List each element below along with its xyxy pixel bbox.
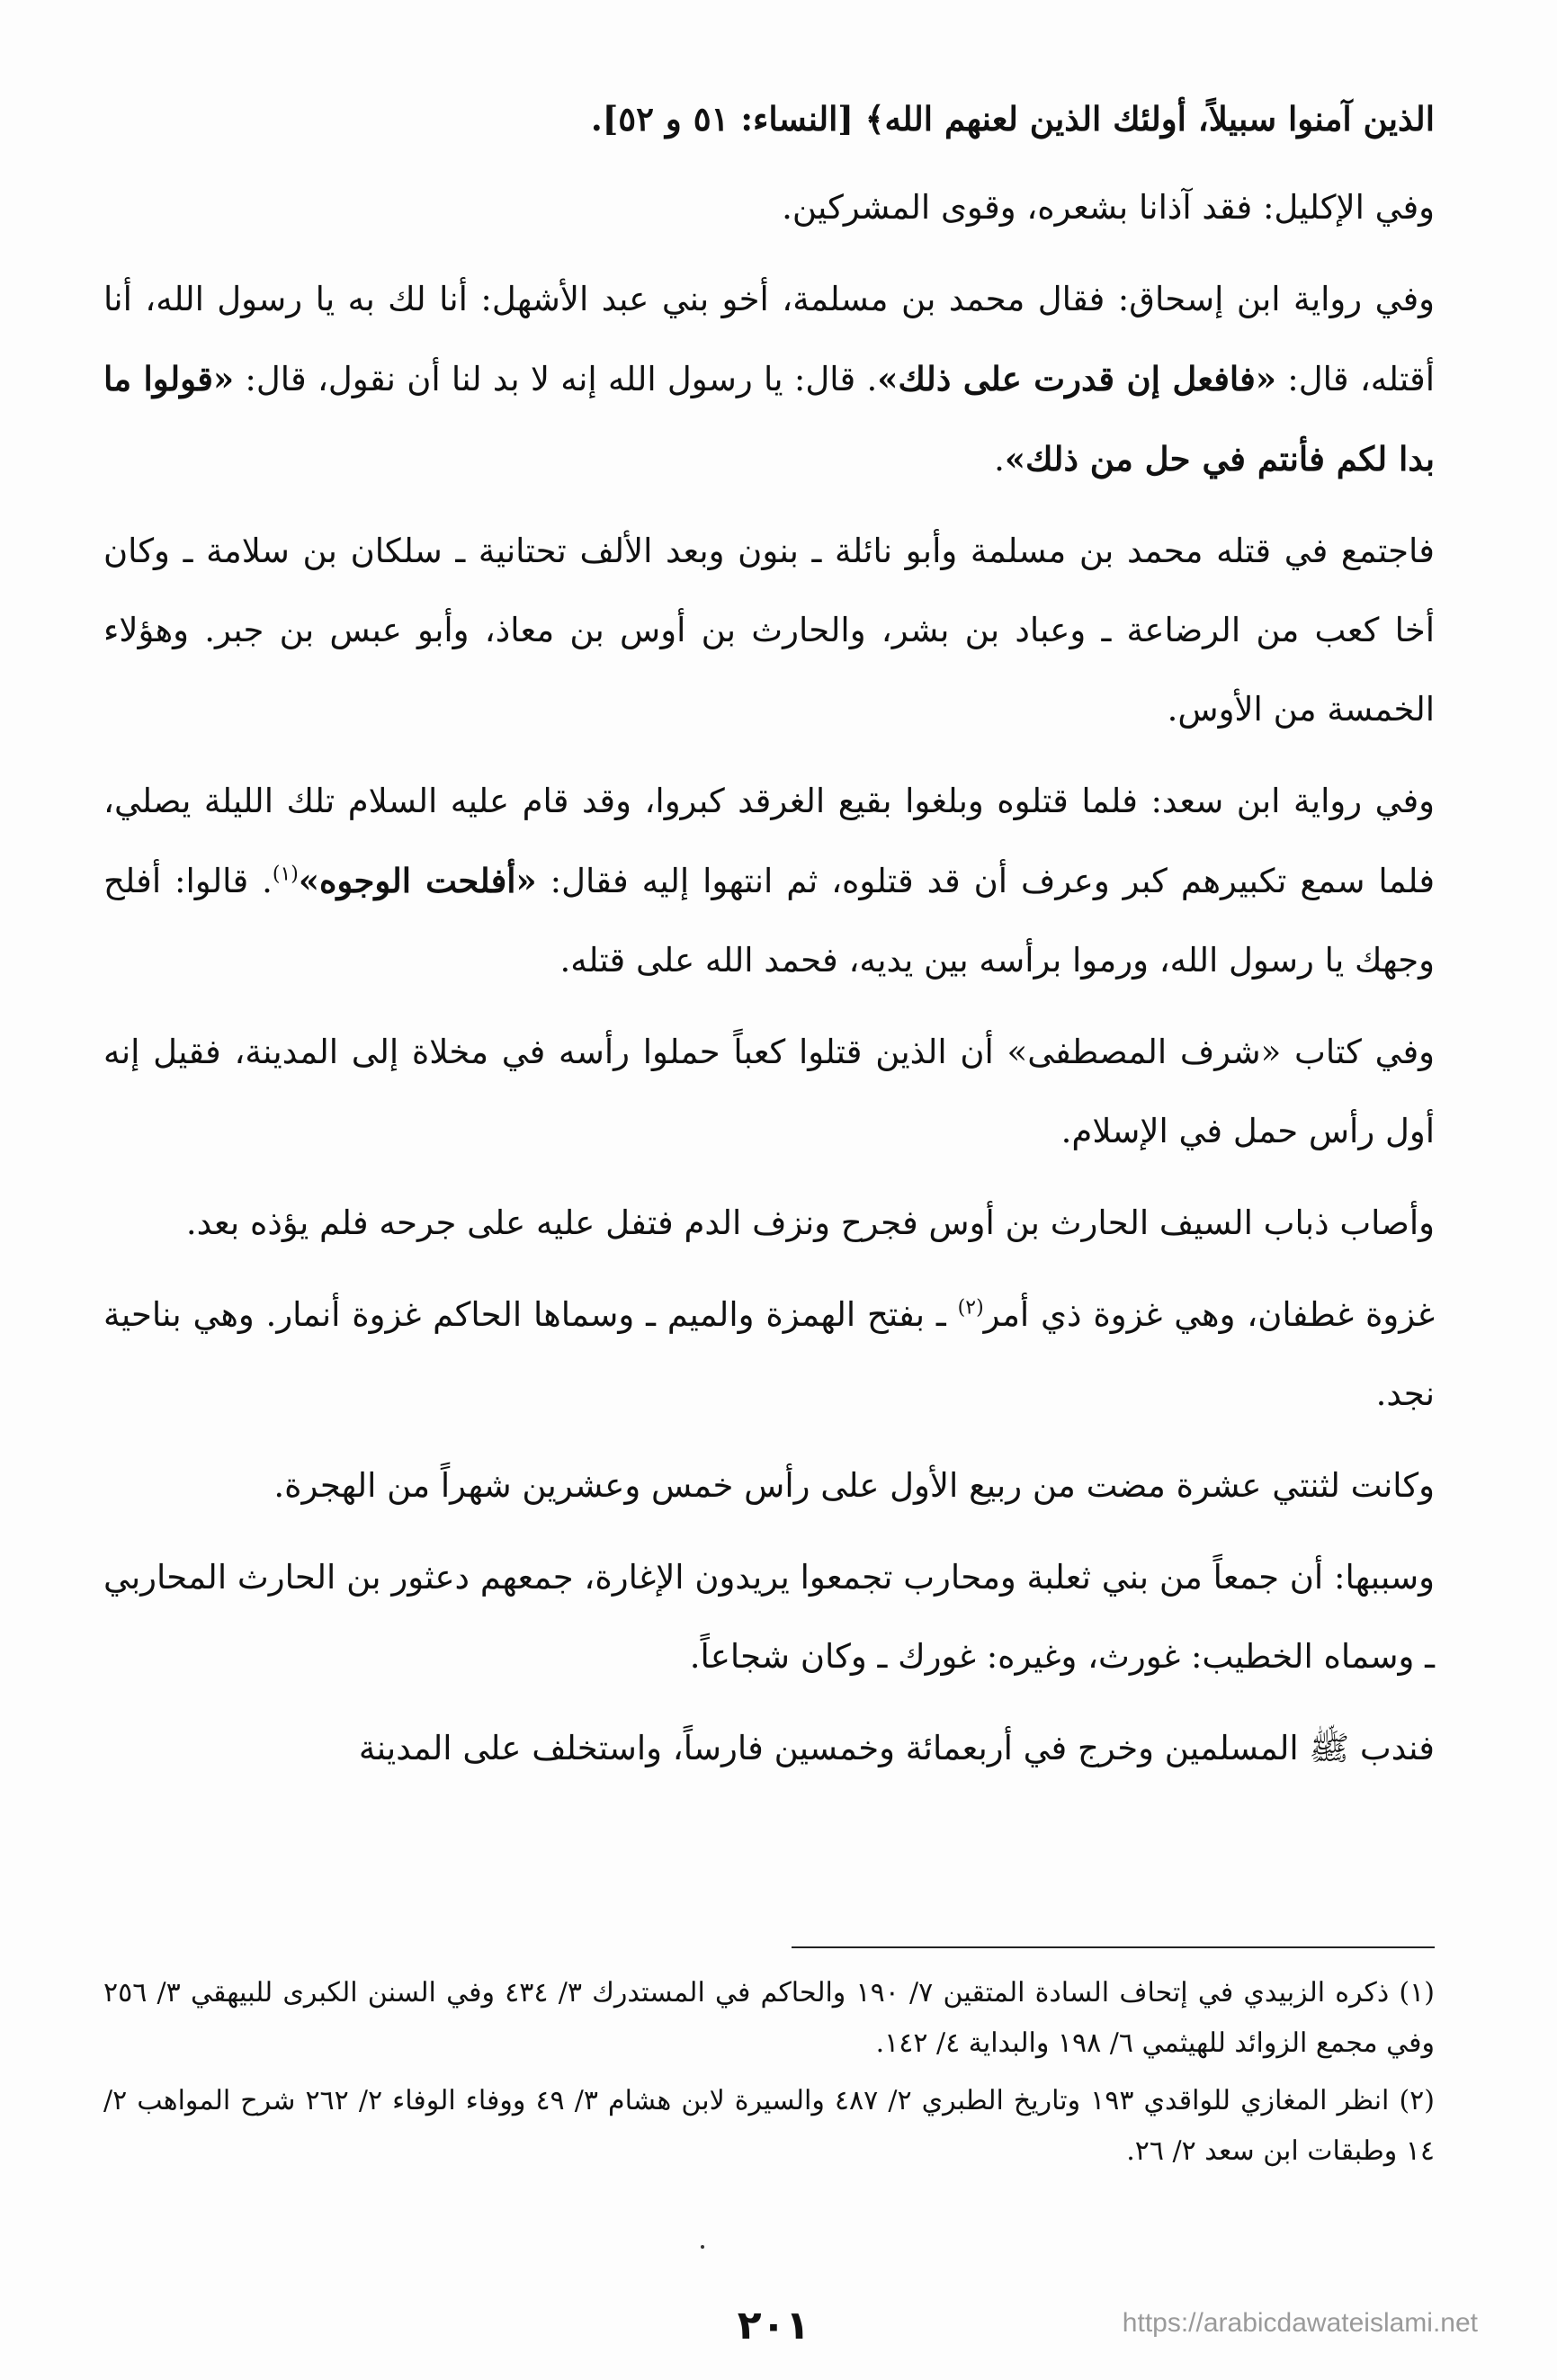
paragraph-text: وأصاب ذباب السيف الحارث بن أوس فجرح ونزف الدم فتفل عليه على جرحه فلم يؤذه بعد. <box>185 1203 1435 1242</box>
quran-verse-text: الذين آمنوا سبيلاً، أولئك الذين لعنهم الله﴾ [النساء: ٥١ و ٥٢]. <box>590 99 1435 139</box>
main-text <box>103 79 1435 1801</box>
footnote-reference: (٢) <box>957 1296 984 1320</box>
paragraph-text: . <box>994 440 1005 479</box>
paragraph-text: فاجتمع في قتله محمد بن مسلمة وأبو نائلة ـ بنون وبعد الألف تحتانية ـ سلكان بن سلامة ـ وكان أخا كعب من الرضاعة ـ وعباد بن بشر، والحارث بن أوس بن معاذ، وأبو عبس بن جبر. وهؤلاء الخمسة من الأوس. <box>103 532 1435 729</box>
paragraph-text: ـ بفتح الهمزة والميم ـ وسماها الحاكم غزوة أنمار. وهي بناحية نجد. <box>103 1295 1435 1413</box>
footnote-reference: (١) <box>272 863 299 886</box>
paragraph-iklil <box>103 168 1435 247</box>
watermark-url: https://arabicdawateislami.net <box>1122 2308 1478 2338</box>
footnote-1: (١) ذكره الزبيدي في إتحاف السادة المتقين ٧/ ١٩٠ والحاكم في المستدرك ٣/ ٤٣٤ وفي السنن الكبرى للبيهقي ٣/ ٢٥٦ وفي مجمع الزوائد للهيثمي ٦/ ١٩٨ والبداية ٤/ ١٤٢. <box>103 1977 1435 2059</box>
paragraph-ghazwat-ghatafan <box>103 1275 1435 1434</box>
prophetic-quote: «فافعل إن قدرت على ذلك» <box>877 359 1276 398</box>
footnote-separator <box>792 1946 1435 1948</box>
footnotes <box>103 1968 1435 2184</box>
paragraph-text: غزوة غطفان، وهي غزوة ذي أمر <box>983 1295 1435 1334</box>
prophetic-quote: «قولوا ما بدا لكم فأنتم في حل من ذلك» <box>103 359 1435 479</box>
paragraph-sharaf-al-mustafa <box>103 1013 1435 1171</box>
paragraph-ibn-ishaq <box>103 260 1435 499</box>
paragraph-text: . قالوا: أفلح وجهك يا رسول الله، ورموا برأسه بين يديه، فحمد الله على قتله. <box>103 862 1435 980</box>
paragraph-cause <box>103 1538 1435 1696</box>
page-number: ٢٠١ <box>737 2303 810 2349</box>
paragraph-text: وفي كتاب «شرف المصطفى» أن الذين قتلوا كعباً حملوا رأسه في مخلاة إلى المدينة، فقيل إنه أول رأس حمل في الإسلام. <box>103 1033 1435 1150</box>
paragraph-text: وكانت لثنتي عشرة مضت من ربيع الأول على رأس خمس وعشرين شهراً من الهجرة. <box>273 1466 1435 1505</box>
paragraph-harith-wound <box>103 1184 1435 1263</box>
paragraph-participants <box>103 512 1435 749</box>
paragraph-text: وسببها: أن جمعاً من بني ثعلبة ومحارب تجمعوا يريدون الإغارة، جمعهم دعثور بن الحارث المحاربي ـ وسماه الخطيب: غورث، وغيره: غورك ـ وكان شجاعاً. <box>103 1558 1435 1676</box>
print-speck <box>701 2245 704 2249</box>
paragraph-text: وفي رواية ابن إسحاق: فقال محمد بن مسلمة، أخو بني عبد الأشهل: أنا لك به يا رسول الله، أنا أقتله، قال: <box>103 280 1435 398</box>
footnote-2: (٢) انظر المغازي للواقدي ١٩٣ وتاريخ الطبري ٢/ ٤٨٧ والسيرة لابن هشام ٣/ ٤٩ ووفاء الوفاء ٢/ ٢٦٢ شرح المواهب ٢/ ١٤ وطبقات ابن سعد ٢/ ٢٦. <box>103 2085 1436 2167</box>
paragraph-expedition <box>103 1709 1435 1788</box>
paragraph-quran-verse-end <box>103 79 1435 159</box>
paragraph-date <box>103 1446 1435 1526</box>
paragraph-text: . قال: يا رسول الله إنه لا بد لنا أن نقول، قال: <box>234 360 878 398</box>
paragraph-text: وفي الإكليل: فقد آذانا بشعره، وقوى المشركين. <box>782 188 1435 227</box>
paragraph-text: فندب ﷺ المسلمين وخرج في أربعمائة وخمسين فارساً، واستخلف على المدينة <box>358 1729 1435 1767</box>
paragraph-text: وفي رواية ابن سعد: فلما قتلوه وبلغوا بقيع الغرقد كبروا، وقد قام عليه السلام تلك الليلة يصلي، فلما سمع تكبيرهم كبر وعرف أن قد قتلوه، ثم انتهوا إليه فقال: <box>103 782 1436 900</box>
paragraph-ibn-saad <box>103 762 1435 1000</box>
prophetic-quote: «أفلحت الوجوه» <box>298 861 537 900</box>
